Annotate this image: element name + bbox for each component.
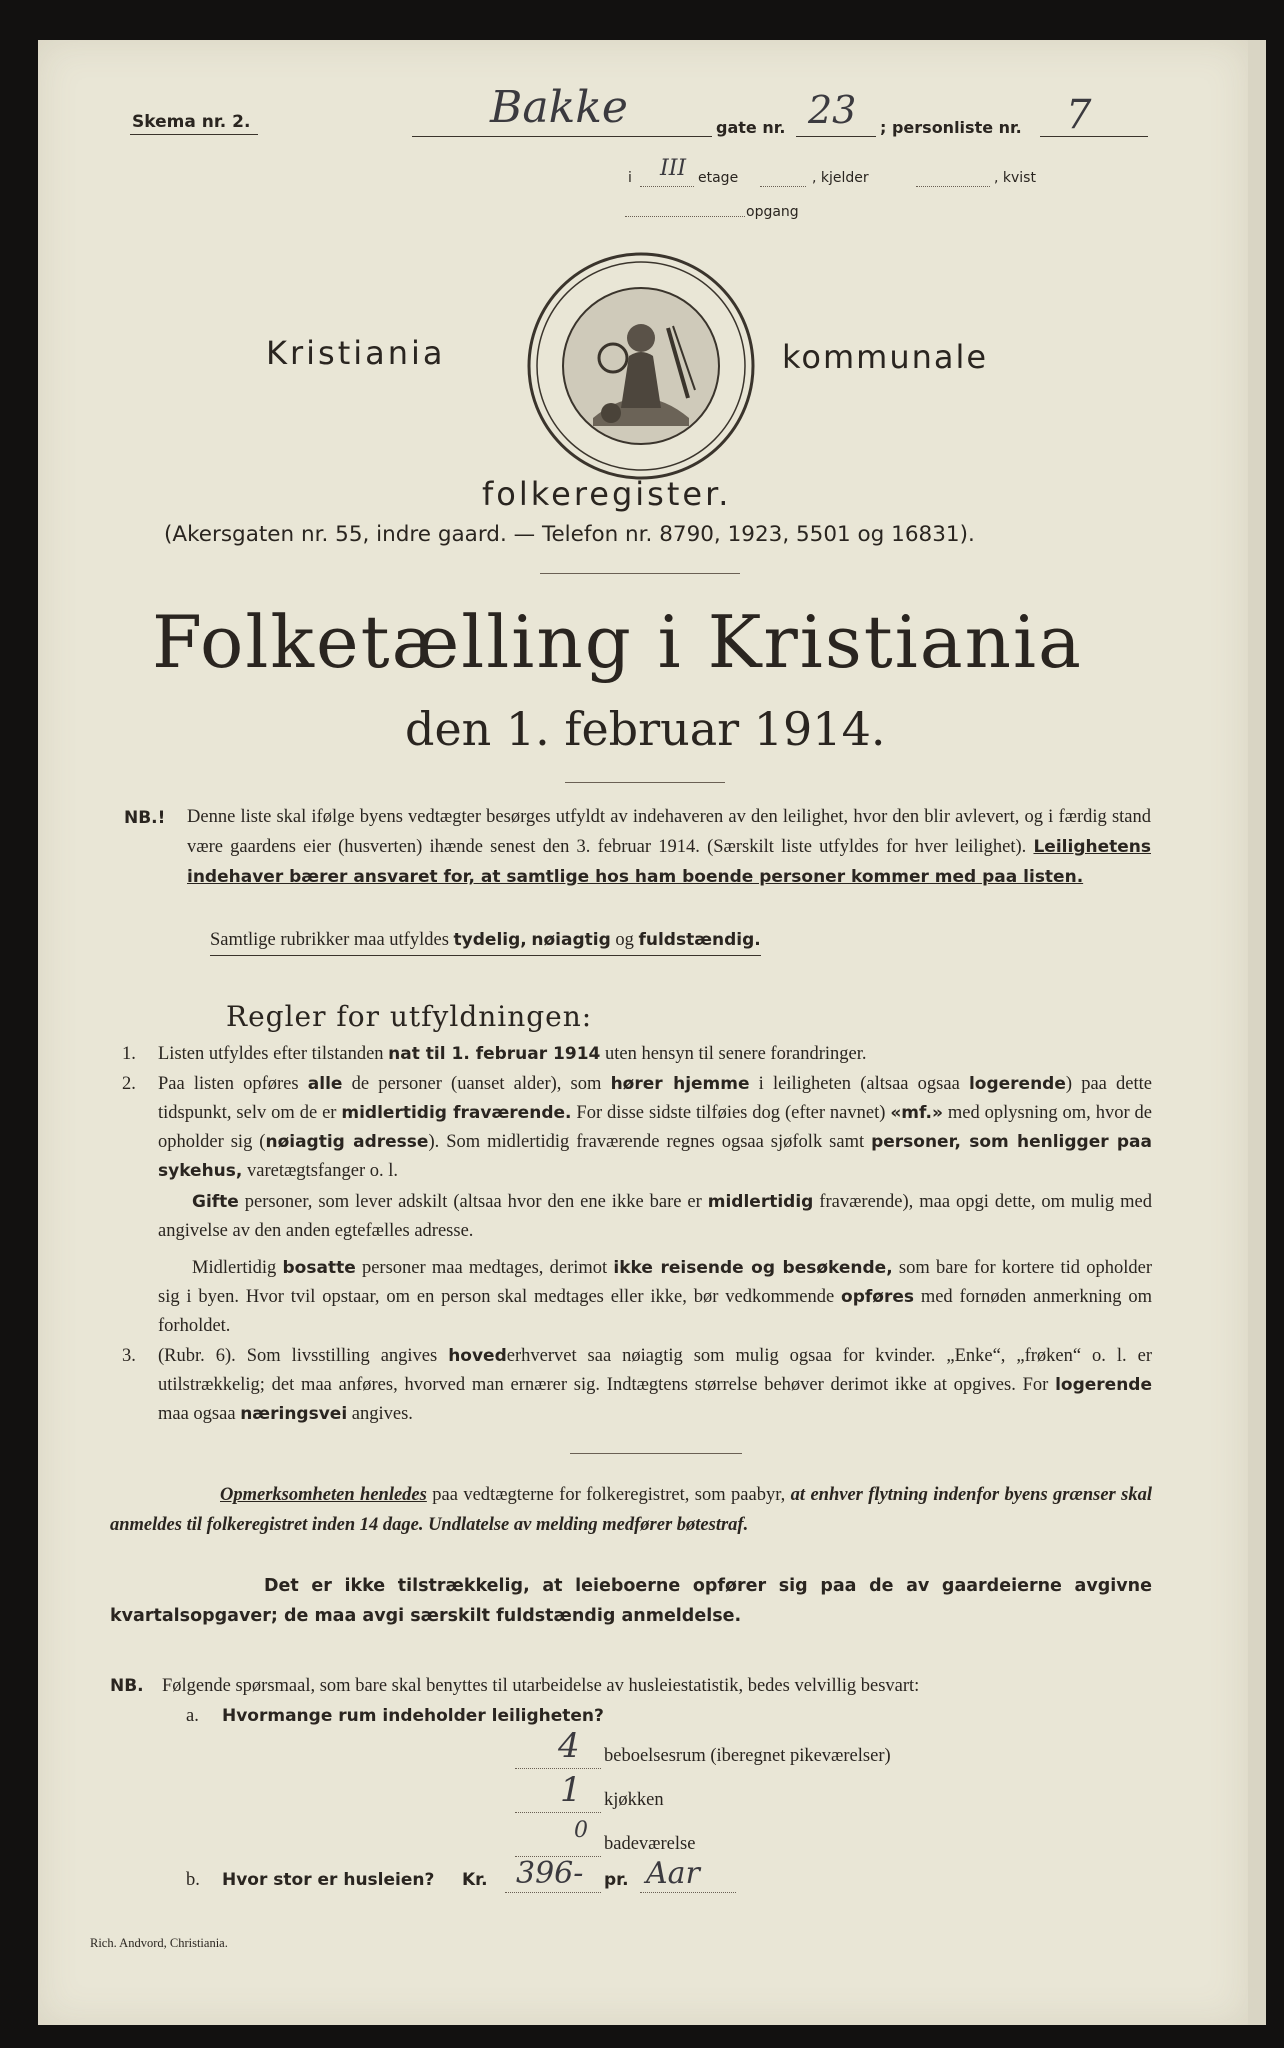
r2-t14: varetægtsfanger o. l. (242, 1161, 399, 1181)
nb-line3-tydelig: tydelig, (453, 930, 527, 950)
nb-text-body: Denne liste skal ifølge byens vedtægter besørges utfyldt av indehaveren av den leilighet, hvor den blir avlevert, og i færdig stand være gaardens eier (husverten) ihænde senest den 3. februar 1914. (Særskilt liste utfyldes for hver leilighet). (187, 807, 1151, 857)
rule-2c (158, 1254, 1152, 1341)
personliste-line (1040, 136, 1148, 137)
r2-b3: hører hjemme (610, 1074, 750, 1094)
rule-2 (158, 1070, 1152, 1186)
rule-1-bold: nat til 1. februar 1914 (388, 1044, 601, 1064)
survey-a-question: Hvormange rum indeholder leiligheten? (222, 1706, 604, 1726)
kr-label: Kr. (462, 1870, 488, 1890)
r3-t2: erhvervet saa nøiagtig som mulig ogsaa for kvinder. „Enke“, „frøken“ o. l. er utilstrækkelig; det maa anføres, hvorved man ernærer sig. Indtægtens størrelse behøver derimot ikke at opgives. For (158, 1346, 1152, 1395)
r3-t4: maa ogsaa (158, 1404, 241, 1424)
notice-lead: Opmerksomheten henledes (220, 1485, 427, 1505)
street-name-handwritten: Bakke (490, 82, 628, 133)
rent-value-handwritten: 396- (516, 1856, 584, 1891)
period-value-handwritten: Aar (646, 1856, 700, 1891)
r2c-b1: bosatte (282, 1258, 356, 1278)
title-left: Kristiania (266, 334, 446, 372)
rule-1 (158, 1040, 1152, 1069)
city-seal (523, 248, 759, 484)
r3-b5: næringsvei (240, 1404, 348, 1424)
r2-t4: i leiligheten (altsaa ogsaa (749, 1074, 969, 1094)
r3-t0: (Rubr. 6). Som livsstilling angives (158, 1346, 449, 1366)
notice-bold: Det er ikke tilstrækkelig, at leieboerne opfører sig paa de av gaardeierne avgivne kvartalsopgaver; de maa avgi særskilt fuldstændig anmeldelse. (110, 1576, 1152, 1626)
r3-b1: hoved (448, 1346, 507, 1366)
personliste-number-handwritten: 7 (1066, 92, 1092, 138)
rule-3 (158, 1342, 1152, 1429)
nb-line3 (210, 926, 761, 956)
address-line: (Akersgaten nr. 55, indre gaard. — Telefon nr. 8790, 1923, 5501 og 16831). (164, 522, 975, 547)
main-title: Folketælling i Kristiania (152, 600, 1083, 684)
survey-b-question: Hvor stor er husleien? (222, 1870, 435, 1890)
rule-3-number: 3. (122, 1346, 136, 1366)
survey-b-label: b. (186, 1870, 200, 1890)
divider-3 (570, 1453, 742, 1454)
r2c-t0: Midlertidig (192, 1258, 283, 1278)
gate-number-handwritten: 23 (808, 88, 857, 132)
printer-credit: Rich. Andvord, Christiania. (90, 1936, 228, 1950)
kvist-line (916, 186, 990, 187)
divider-1 (540, 573, 740, 574)
r2b-b2: midlertidig (707, 1192, 814, 1212)
notice-mid: paa vedtægterne for folkeregistret, som paabyr, (426, 1485, 791, 1505)
rooms-label: beboelsesrum (iberegnet pikeværelser) (604, 1746, 891, 1766)
r3-t6: angives. (347, 1404, 413, 1424)
divider-2 (565, 782, 725, 783)
opgang-line (625, 216, 745, 217)
opgang-label: opgang (746, 204, 799, 220)
bath-label: badeværelse (604, 1834, 696, 1854)
r2b-b0: Gifte (192, 1192, 239, 1212)
pr-label: pr. (604, 1870, 629, 1890)
rooms-value-handwritten: 4 (558, 1726, 580, 1766)
r2-b13: personer, som henligger paa sykehus, (158, 1132, 1152, 1181)
r2-b1: alle (307, 1074, 343, 1094)
survey-label: NB. (110, 1676, 144, 1696)
r2-t8: For disse sidste tilføies dog (efter navnet) (571, 1103, 891, 1123)
schema-underline (130, 134, 258, 135)
title-right: kommunale (782, 338, 989, 376)
r2-t6: ) paa dette tidspunkt, selv om de er (158, 1074, 1152, 1123)
kjelder-label: , kjelder (812, 170, 869, 186)
folkeregister-title: folkeregister. (482, 475, 732, 513)
nb-line3-noiagtig: nøiagtig (531, 930, 611, 950)
rules-heading: Regler for utfyldningen: (226, 1000, 593, 1033)
survey-a-label: a. (186, 1706, 199, 1726)
survey-intro: Følgende spørsmaal, som bare skal benyttes til utarbeidelse av husleiestatistik, bedes velvillig besvart: (162, 1676, 920, 1696)
kitchen-line (515, 1812, 601, 1813)
rule-2-number: 2. (122, 1074, 136, 1094)
r2c-t2: personer maa medtages, derimot (355, 1258, 614, 1278)
r2c-b3: ikke reisende og besøkende, (613, 1258, 893, 1278)
street-line (412, 136, 712, 137)
r2-b5: logerende (968, 1074, 1066, 1094)
nb-bold-responsibility: Leilighetens indehaver bærer ansvaret for, at samtlige hos ham boende personer kommer med paa listen. (187, 837, 1151, 887)
rule-1-text-end: uten hensyn til senere forandringer. (600, 1044, 867, 1064)
r2-t0: Paa listen opføres (158, 1074, 308, 1094)
r2c-t6: med fornøden anmerkning om forholdet. (158, 1287, 1153, 1336)
nb-line3-pre: Samtlige rubrikker maa utfyldes (210, 930, 449, 950)
kitchen-label: kjøkken (604, 1790, 664, 1810)
gate-number-line (796, 136, 876, 137)
floor-line (640, 186, 694, 187)
bath-value-handwritten: 0 (574, 1818, 588, 1843)
r2-b11: nøiagtig adresse (265, 1132, 429, 1152)
nb-label: NB.! (124, 808, 166, 828)
notice (110, 1480, 1152, 1540)
floor-handwritten: III (660, 156, 687, 181)
personliste-label: ; personliste nr. (880, 118, 1022, 137)
r2-t12: ). Som midlertidig fraværende regnes ogsaa sjøfolk samt (428, 1132, 872, 1152)
gate-label: gate nr. (716, 118, 786, 137)
r2b-t3: fraværende), maa opgi dette, om mulig med angivelse av den anden egtefælles adresse. (158, 1192, 1152, 1241)
r2c-b5: opføres (841, 1287, 914, 1307)
rule-1-text: Listen utfyldes efter tilstanden (158, 1044, 389, 1064)
census-date: den 1. februar 1914. (405, 702, 886, 756)
rule-1-number: 1. (122, 1044, 136, 1064)
schema-label: Skema nr. 2. (132, 112, 251, 132)
rooms-line (515, 1768, 601, 1769)
r3-b3: logerende (1055, 1375, 1152, 1395)
r2-b7: midlertidig fraværende. (341, 1103, 572, 1123)
kjelder-line (760, 186, 806, 187)
r2-t2: de personer (uanset alder), som (342, 1074, 611, 1094)
r2-t10: med oplysning om, hvor de opholder sig ( (158, 1103, 1152, 1152)
nb-text (187, 802, 1151, 892)
kvist-label: , kvist (994, 170, 1036, 186)
kitchen-value-handwritten: 1 (560, 1770, 582, 1810)
r2c-t4: som bare for kortere tid opholder sig i byen. Hvor tvil opstaar, om en person skal medtages eller ikke, bør vedkommende (158, 1258, 1152, 1307)
rent-line (505, 1892, 601, 1893)
period-line (640, 1892, 736, 1893)
r2b-t1: personer, som lever adskilt (altsaa hvor den ene ikke bare er (238, 1192, 708, 1212)
i-label: i (628, 170, 632, 186)
notice-italic: at enhver flytning indenfor byens grænser skal anmeldes til folkeregistret inden 14 dage. Undlatelse av melding medfører bøtestraf. (110, 1485, 1152, 1535)
nb-line3-og: og (615, 930, 634, 950)
nb-line3-fuldstaendig: fuldstændig. (638, 930, 761, 950)
etage-label: etage (698, 170, 739, 186)
r2-b9: «mf.» (890, 1103, 943, 1123)
rule-2b (158, 1188, 1152, 1246)
